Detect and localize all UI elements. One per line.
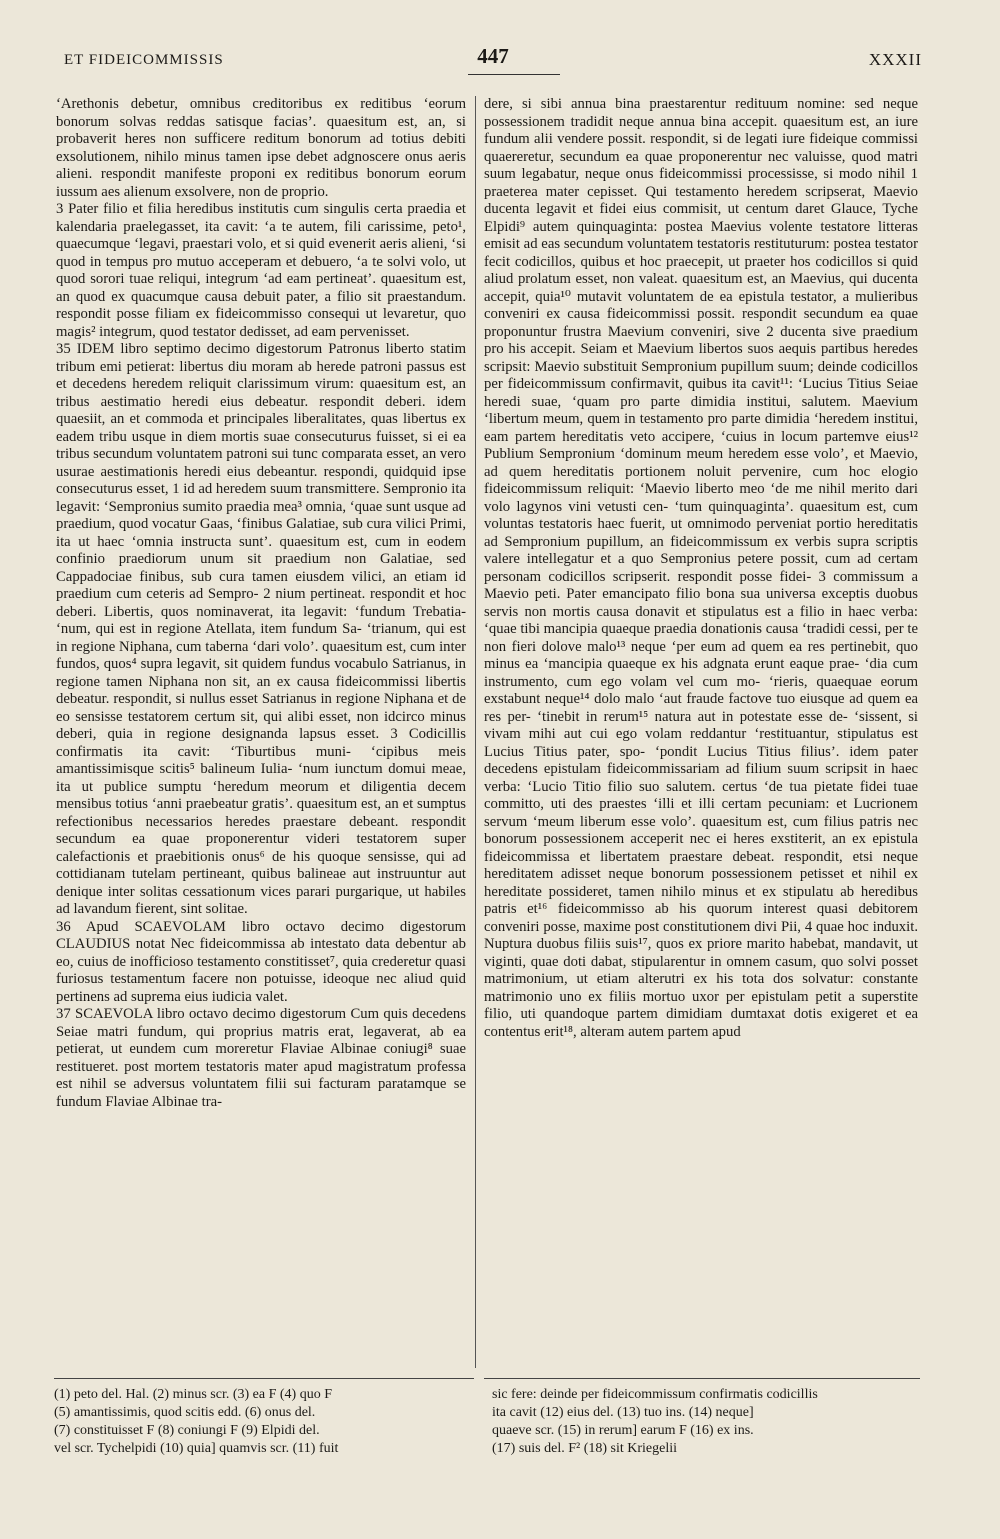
footnote-line: vel scr. Tychelpidi (10) quia] quamvis scr. (11) fuit (54, 1441, 339, 1456)
running-title: ET FIDEICOMMISSIS (64, 52, 224, 68)
section-number: XXXII (868, 50, 922, 69)
page-number-rule (468, 74, 560, 75)
footnote-line: (5) amantissimis, quod scitis edd. (6) onus del. (54, 1405, 316, 1420)
footnote-line: (1) peto del. Hal. (2) minus scr. (3) ea F (4) quo F (54, 1387, 332, 1402)
running-header (64, 44, 922, 84)
footnote-line: sic fere: deinde per fideicommissum confirmatis codicillis (492, 1387, 818, 1402)
footnote-line: ita cavit (12) eius del. (13) tuo ins. (14) neque] (492, 1405, 754, 1420)
footnote-line: (17) suis del. F² (18) sit Kriegelii (492, 1441, 678, 1456)
paragraph: ‘Arethonis debetur, omnibus creditoribus ex reditibus ‘eorum bonorum solvas reddas satisque facias’. quaesitum est, an, si probaverit heres non sufficere reditum bonorum ad totius debiti exsolutionem, nihilo minus tamen ipse debet adgnoscere onus aeris alieni. respondit manifeste proponi ex reditibus bonorum eorum iussum aes alienum exsolvere, non de proprio. (56, 96, 466, 200)
right-column (484, 96, 918, 1041)
footnotes-left (54, 1386, 476, 1458)
footnote-line: (7) constituisset F (8) coniungi F (9) Elpidi del. (54, 1423, 320, 1438)
footnote-line: quaeve scr. (15) in rerum] earum F (16) ex ins. (492, 1423, 754, 1438)
paragraph: 35 IDEM libro septimo decimo digestorum Patronus liberto statim tribum emi petierat: libertus diu moram ab herede patroni passus est et decedens heredem reliquit clarissimum virum: quaesitum est, an tribus aestimatio heredi eius debeatur. respondit deberi. idem quaesiit, an et commoda et principales liberalitates, quas libertus ex eadem tribu usque in diem mortis suae consecuturus fuisset, si ei ea tribus secundum voluntatem patroni sui tunc comparata esset, an vero usurae aestimationis heredi eius debeantur. respondi, quidquid ipse consecuturus esset, 1 id ad heredem suum transmittere. Sempronio ita legavit: ‘Sempronius sumito praedia mea³ omnia, ‘quae sunt usque ad praedium, quod vocatur Gaas, ‘finibus Galatiae, sub cura vilici Primi, ita ut haec ‘omnia instructa sunt’. quaesitum est, cum in eodem confinio praediorum unum sit praedium non Galatiae, sed Cappadociae finibus, sub cura tamen eiusdem vilici, an etiam id praedium cum ceteris ad Sempro- 2 nium pertineat. respondit et hoc deberi. Libertis, quos nominaverat, ita legavit: ‘fundum Trebatia- ‘num, qui est in regione Atellata, item fundum Sa- ‘trianum, qui est in regione Niphana, cum taberna ‘dari volo’. quaesitum est, cum inter fundos, quos⁴ supra legavit, sit quidem fundus vocabulo Satrianus, in regione tamen Niphana non sit, an ex causa fideicommissi libertis debeatur. respondit, si nullus esset Satrianus in regione Niphana et de eo sensisse testatorem certum sit, qui alibi esset, non idcirco minus deberi, quia in regione designanda lapsus esset. 3 Codicillis confirmatis ita cavit: ‘Tiburtibus muni- ‘cipibus meis amantissimisque scitis⁵ balineum Iulia- ‘num iunctum domui meae, ita ut publice sumptu ‘heredum meorum et diligentia decem mensibus totius ‘anni praebeatur gratis’. quaesitum est, an et sumptus refectionibus necessarios heredes praestare debeant. respondit secundum ea quae proponerentur videri testatorem super calefactionis et praebitionis onus⁶ de his quoque sensisse, qui ad cottidianam tutelam pertineant, quibus balineae aut instruuntur aut denique inter solitas cessationum vices parari purgarique, ut habiles ad lavandum fierent, sint solitae. (56, 341, 466, 917)
page-number: 447 (477, 44, 509, 68)
footnote-rule-left (54, 1378, 474, 1379)
paragraph: 3 Pater filio et filia heredibus institutis cum singulis certa praedia et kalendaria praelegasset, ita cavit: ‘a te autem, fili carissime, peto¹, quaecumque ‘legavi, praestari volo, et si quid evenerit aeris alieni, ‘si quod in tempus pro mutuo acceperam et debuero, ‘a te solvi volo, ut quod sorori tuae reliqui, integrum ‘ad eam pertineat’. quaesitum est, an quod ex quacumque causa debuit pater, a filio sit praestandum. respondit posse filiam ex fideicommisso consequi ut levaretur, quo magis² integrum, quod testator dedisset, ad eam pervenisset. (56, 201, 466, 340)
paragraph: 36 Apud SCAEVOLAM libro octavo decimo digestorum CLAUDIUS notat Nec fideicommissa ab intestato data debentur ab eo, cuius de inofficioso testamento constitisset⁷, quia crederetur quasi furiosus testamentum facere non potuisse, ideoque nec aliud quid pertinens ad suprema eius iudicia valet. (56, 918, 466, 1005)
column-divider (475, 96, 476, 1368)
paragraph: 37 SCAEVOLA libro octavo decimo digestorum Cum quis decedens Seiae matri fundum, qui proprius matris erat, legaverat, ab ea petierat, ut eundem cum moreretur Flaviae Albinae coniugi⁸ suae restitueret. post mortem testatoris mater apud magistratum professa est nihil se adversus voluntatem filii sui facturam paratamque se fundum Flaviae Albinae tra- (56, 1006, 466, 1110)
footnotes-right (492, 1386, 920, 1458)
footnote-rule-right (484, 1378, 920, 1379)
paragraph: dere, si sibi annua bina praestarentur redituum nomine: sed neque possessionem tradidit neque annua bina accepit. quaesitum est, an iure fundum alii vendere possit. respondit, si de legati iure fideique commissi quaereretur, secundum ea quae proponerentur nec valuisse, quod matri suum legabatur, neque onus fideicommissi processisse, si modo nihil 1 praeterea mater cepisset. Qui testamento heredem scripserat, Maevio ducenta legavit et fidei eius commisit, ut centum daret Glauce, Tyche Elpidi⁹ autem quinquaginta: postea Maevius volente testatore litteras emisit ad eas secundum voluntatem testatoris restituturum: postea testator fecit codicillos, quibus et hoc praecepit, ut praeter hos codicillos si quid aliud prolatum esset, non valeat. quaesitum est, an Maevius, qui ducenta accepit, quia¹⁰ mutavit voluntatem de ea epistula testator, a mulieribus conveniri ex causa fideicommissi possit. respondit secundum ea quae proponuntur frustra Maevium conveniri, sive 2 ducenta sive praedium pro his accepit. Seiam et Maevium libertos suos aequis partibus heredes scripsit: Maevio substituit Sempronium pupillum suum; deinde codicillos per fideicommissum confirmavit, quibus ita cavit¹¹: ‘Lucius Titius Seiae heredi suae, ‘quam pro parte dimidia institui, salutem. Maevium ‘libertum meum, quem in testamento pro parte dimidia ‘heredem institui, eam partem hereditatis veto accipere, ‘cuius in locum partemve eius¹² Publium Sempronium ‘dominum meum heredem esse volo’, et Maevio, ad quem hereditatis portionem noluit pervenire, cum hoc elogio fideicommissum reliquit: ‘Maevio liberto meo ‘de me nihil merito dari volo lagynos vini vetusti cen- ‘tum quinquaginta’. quaesitum est, cum voluntas testatoris haec fuerit, ut omnimodo perveniat portio hereditatis ad Sempronium pupillum, an fideicommissum ex verbis supra scriptis valere intellegatur et a quo Sempronius petere possit, cum ad certam personam codicillos scripserit. respondit posse fidei- 3 commissum a Maevio peti. Pater emancipato filio bona sua universa exceptis duobus servis non mortis causa donavit et stipulatus est a filio in haec verba: ‘quae tibi mancipia quaeque praedia donationis causa ‘tradidi cessi, per te non fieri dolove malo¹³ neque ‘per eum ad quem ea res pertinebit, quo minus ea ‘mancipia quaeque ex his adgnata erunt eaque prae- ‘dia cum instrumento, cum ego volam vel cum mo- ‘rieris, quaequae eorum exstabunt neque¹⁴ dolo malo ‘aut fraude factove tuo eiusque ad quem ea res per- ‘tinebit in rerum¹⁵ natura aut in potestate esse de- ‘sissent, si vivam mihi aut cui ego volam reddantur ‘restituantur, stipulatus est Lucius Titius pater, spo- ‘pondit Lucius Titius filius’. idem pater decedens epistulam fideicommissariam ad filium suum scripsit in haec verba: ‘Lucio Titio filio suo salutem. certus ‘de tua pietate fidei tuae committo, uti des praestes ‘illi et illi certam pecuniam: et Lucrionem servum ‘meum liberum esse volo’. quaesitum est, cum filius patris nec bonorum possessionem acceperit nec ei heres exstiterit, an ex epistula fideicommissa et libertatem praestare debeat. respondit, etsi neque hereditatem adisset neque bonorum possessionem petisset et nihil ex hereditate possideret, tamen nihilo minus et ex stipulatu ab heredibus patris et¹⁶ fideicommisso ab his quorum interest quasi debitorem conveniri posse, maxime post constitutionem divi Pii, 4 quae hoc induxit. Nuptura duobus filiis suis¹⁷, quos ex priore marito habebat, mandavit, ut viginti, quae doti dabat, stipularentur in omnem casum, quo solvi posset matrimonium, ut etiam alterutri ex his tota dos solvatur: constante matrimonio uno ex filiis mortuo uxor per epistulam petit a superstite filio, uti quandoque partem dimidiam dumtaxat dotis exigeret et ea contentus erit¹⁸, alteram autem partem apud (484, 96, 918, 1040)
left-column (56, 96, 466, 1111)
